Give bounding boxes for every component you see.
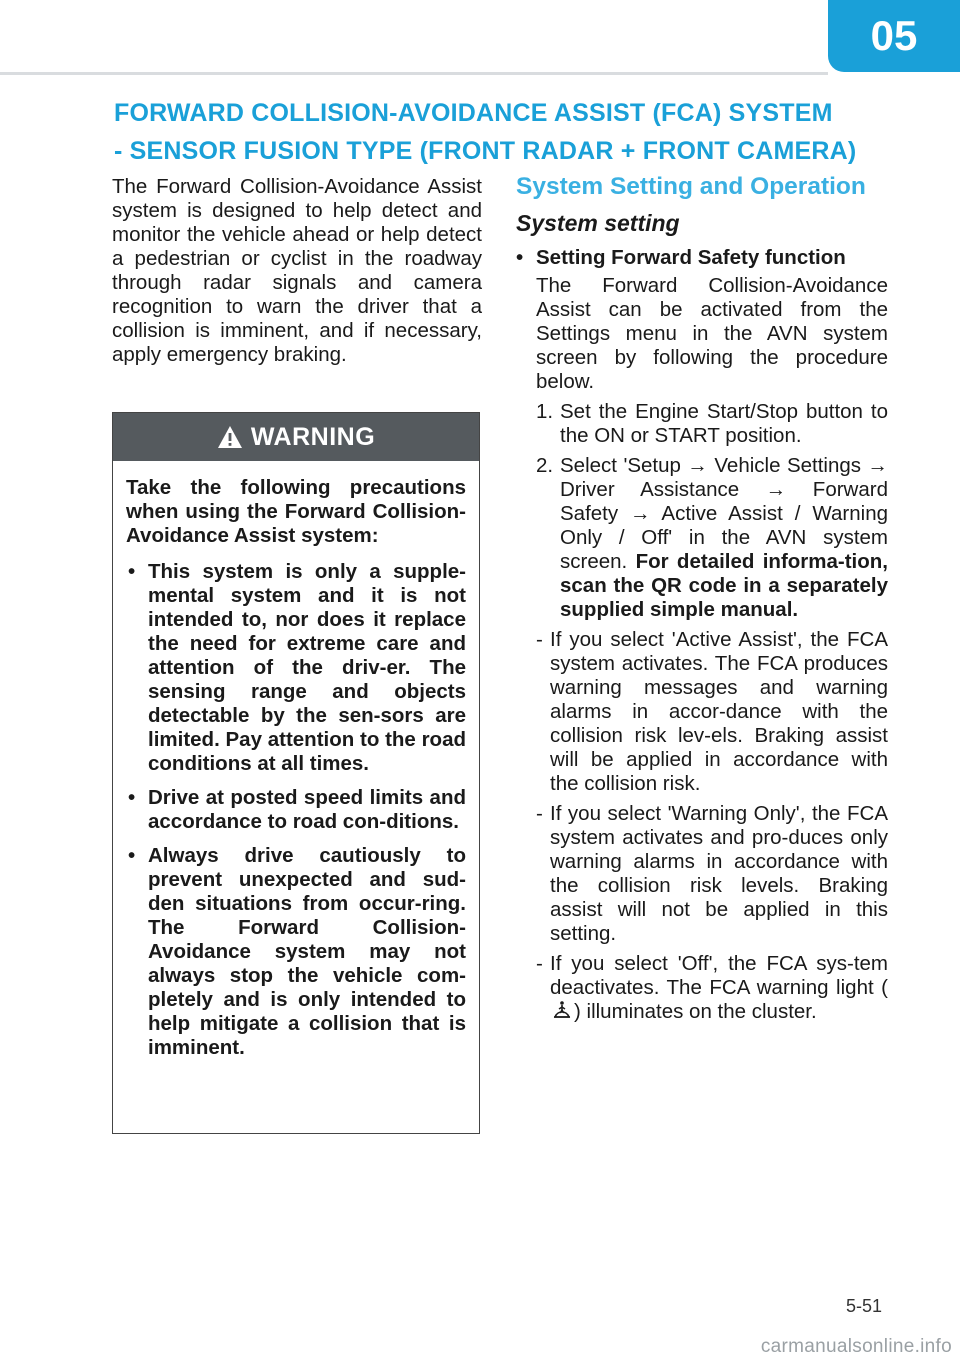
fca-warning-light-icon xyxy=(550,1000,574,1022)
watermark: carmanualsonline.info xyxy=(760,1336,952,1357)
warning-bullet-text: Always drive cautiously to prevent unexpected and sud-den situations from occur-ring. The Forward Collision-Avoidance system may not always stop the vehicle com-pletely and is only intended to help mitigate a collision that is imminent. xyxy=(148,844,466,1059)
system-setting-operation-heading: System Setting and Operation xyxy=(516,173,866,200)
left-column xyxy=(112,175,482,367)
section-title-line-1: FORWARD COLLISION-AVOIDANCE ASSIST (FCA) SYSTEM xyxy=(114,99,833,127)
option-text-container xyxy=(550,952,888,1024)
dash-mark: - xyxy=(536,628,543,651)
warning-triangle-icon xyxy=(217,425,243,449)
step-item xyxy=(536,400,888,448)
step-bold-note: For detailed informa-tion, scan the QR code in a separately supplied simple manual. xyxy=(560,550,888,621)
intro-paragraph: The Forward Collision-Avoidance Assist system is designed to help detect and monitor the vehicle ahead or help detect a pedestrian or cyclist in the roadway through radar signals and camera recognition to warn the driver that a collision is imminent, and if necessary, apply emergency braking. xyxy=(112,175,482,366)
warning-bullet-text: Drive at posted speed limits and accordance to road con-ditions. xyxy=(148,786,466,833)
step-number: 1. xyxy=(536,400,554,423)
chapter-number: 05 xyxy=(870,12,918,59)
step-text: Set the Engine Start/Stop button to the ON or START position. xyxy=(560,400,888,447)
right-column xyxy=(516,172,888,1024)
top-rule xyxy=(0,72,828,75)
option-off-text-start: If you select 'Off', the FCA sys-tem deactivates. The FCA warning light ( xyxy=(550,952,888,999)
warning-body xyxy=(113,461,479,1060)
bullet-dot: • xyxy=(128,560,136,583)
warning-box xyxy=(112,412,480,1134)
section-title-line-2: - SENSOR FUSION TYPE (FRONT RADAR + FRONT CAMERA) xyxy=(114,137,857,165)
setting-bullet-title-text: Setting Forward Safety function xyxy=(536,246,846,269)
chapter-tab xyxy=(828,0,960,72)
system-setting-subheading: System setting xyxy=(516,210,680,236)
dash-mark: - xyxy=(536,952,543,975)
warning-title: WARNING xyxy=(250,422,376,451)
step-number: 2. xyxy=(536,454,554,477)
bullet-dot: • xyxy=(128,844,136,867)
steps-list xyxy=(516,400,888,622)
step-text-container xyxy=(560,454,888,622)
warning-bullet-text: This system is only a supple-mental system and it is not intended to, nor does it replace the need for extreme care and attention of the driv-er. The sensing range and objects detectable by the sen-sors are limited. Pay attention to the road conditions at all times. xyxy=(148,560,466,775)
page-number: 5-51 xyxy=(845,1296,882,1316)
option-off-text-end: ) illuminates on the cluster. xyxy=(574,1000,817,1023)
option-item xyxy=(516,952,888,1024)
warning-bullet xyxy=(126,560,466,776)
setting-description: The Forward Collision-Avoidance Assist can be activated from the Settings menu in the AVN system screen by following the procedure below. xyxy=(536,274,888,393)
step-item xyxy=(536,454,888,622)
warning-bullet xyxy=(126,786,466,834)
warning-bullet xyxy=(126,844,466,1060)
bullet-dot: • xyxy=(128,786,136,809)
setting-bullet-title xyxy=(516,246,888,270)
warning-lead: Take the following precautions when using the Forward Collision-Avoidance Assist system: xyxy=(126,476,466,547)
section-title xyxy=(114,94,874,170)
option-item xyxy=(516,802,888,946)
option-text: If you select 'Active Assist', the FCA system activates. The FCA produces warning messages and warning alarms in accor-dance with the collision risk lev-els. Braking assist will be applied in accordance with the collision risk. xyxy=(550,628,888,795)
option-item xyxy=(516,628,888,796)
step-text: Select 'Setup → Vehicle Settings → Driver Assistance → Forward Safety → Active Assist / Warning Only / Off' in the AVN system screen. xyxy=(560,454,888,573)
dash-mark: - xyxy=(536,802,543,825)
bullet-dot: • xyxy=(516,246,524,269)
option-text: If you select 'Warning Only', the FCA system activates and pro-duces only warning alarms in accordance with the collision risk levels. Braking assist will not be applied in this setting. xyxy=(550,802,888,945)
warning-header xyxy=(113,413,479,461)
